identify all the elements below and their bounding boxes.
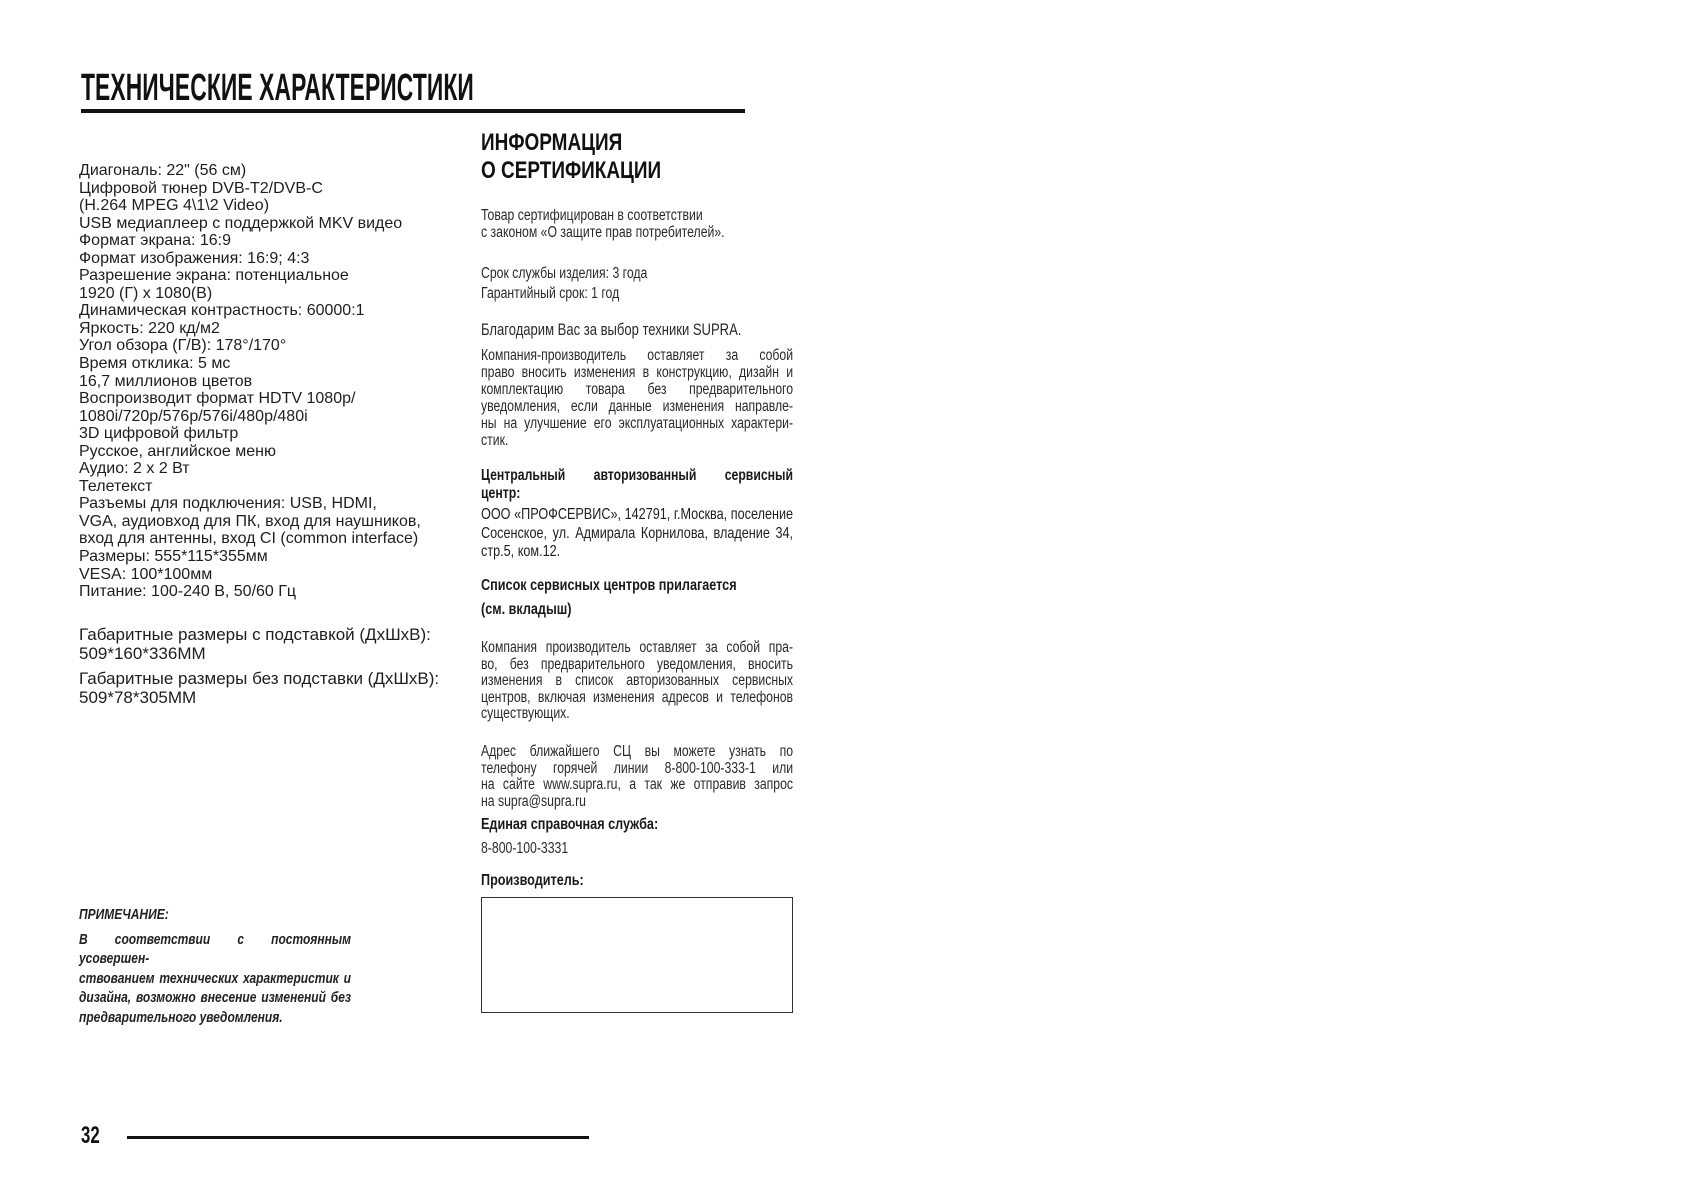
text-line: на сайте www.supra.ru, а так же отправив запрос: [481, 776, 794, 794]
text-line: 8-800-100-3331: [481, 840, 569, 857]
text-line: Центральный авторизованный сервисный: [481, 467, 794, 484]
spec-line: 1080i/720p/576p/576i/480p/480i: [79, 407, 308, 425]
spec-line: Разъемы для подключения: USB, HDMI,: [79, 495, 377, 513]
spec-line: Диагональ: 22" (56 см): [79, 162, 247, 179]
text-line: право вносить изменения в конструкцию, дизайн и: [481, 364, 794, 381]
spec-line: 16,7 миллионов цветов: [79, 372, 253, 390]
dimensions-with-stand: [79, 626, 431, 663]
text-line: Гарантийный срок: 1 год: [481, 284, 620, 302]
spec-line: Динамическая контрастность: 60000:1: [79, 302, 365, 320]
dimension-label: Габаритные размеры с подставкой (ДхШхВ):: [79, 625, 431, 644]
text-line: Адрес ближайшего СЦ вы можете узнать по: [481, 743, 794, 760]
spec-line: (H.264 MPEG 4\1\2 Video): [79, 197, 270, 215]
spec-line: Яркость: 220 кд/м2: [79, 319, 220, 337]
service-life: [481, 264, 793, 303]
text-line: Компания-производитель оставляет за собой: [481, 347, 794, 364]
spec-line: Телетекст: [79, 477, 153, 495]
spec-line: Аудио: 2 х 2 Вт: [79, 460, 190, 478]
note-body: [79, 930, 351, 1027]
note-line: В соответствии с постоянным усовершен-: [79, 931, 351, 968]
spec-line: Разрешение экрана: потенциальное: [79, 267, 349, 285]
text-line: (см. вкладыш): [481, 601, 572, 618]
text-line: с законом «О защите прав потребителей».: [481, 223, 725, 241]
text-line: стик.: [481, 432, 509, 449]
spec-line: Питание: 100-240 В, 50/60 Гц: [79, 583, 297, 601]
text-line: Список сервисных центров прилагается: [481, 577, 737, 594]
text-line: ны на улучшение его эксплуатационных характери-: [481, 415, 794, 432]
text-line: центр:: [481, 485, 521, 502]
heading-line: О СЕРТИФИКАЦИИ: [481, 157, 662, 184]
manufacturer-box: [481, 897, 793, 1013]
note-line: предварительного уведомления.: [79, 1008, 283, 1026]
text-line: Товар сертифицирован в соответствии: [481, 207, 703, 224]
spec-line: Угол обзора (Г/В): 178°/170°: [79, 337, 287, 355]
certification-heading: [481, 129, 793, 185]
spec-line: вход для антенны, вход CI (common interface): [79, 530, 419, 548]
law-compliance: [481, 208, 793, 241]
text-line: уведомления, если данные изменения направле-: [481, 398, 794, 415]
spec-line: 1920 (Г) х 1080(В): [79, 284, 213, 302]
text-line: изменения в список авторизованных сервисных: [481, 672, 794, 690]
text-line: во, без предварительного уведомления, вносить: [481, 655, 794, 673]
specs-list: [79, 162, 421, 601]
text-line: Компания производитель оставляет за собой пра-: [481, 639, 794, 656]
text-line: на supra@supra.ru: [481, 793, 586, 811]
spec-line: 3D цифровой фильтр: [79, 425, 239, 443]
spec-line: Цифровой тюнер DVB-T2/DVB-C: [79, 179, 323, 197]
helpline-phone: [481, 839, 793, 859]
dimension-value: 509*160*336ММ: [79, 643, 206, 663]
helpline-label: [481, 815, 793, 835]
text-line: Срок службы изделия: 3 года: [481, 265, 648, 282]
spec-line: VGA, аудиовход для ПК, вход для наушников,: [79, 512, 421, 530]
text-line: Единая справочная служба:: [481, 816, 659, 833]
text-line: комплектацию товара без предварительного: [481, 381, 794, 398]
list-notice: [481, 640, 793, 723]
spec-line: VESA: 100*100мм: [79, 565, 213, 583]
text-line: Производитель:: [481, 872, 584, 889]
company-notice: [481, 347, 793, 449]
service-center-heading: [481, 467, 793, 503]
spec-line: Размеры: 555*115*355мм: [79, 548, 268, 566]
spec-line: Формат экрана: 16:9: [79, 232, 232, 250]
text-line: существующих.: [481, 705, 570, 723]
dimension-value: 509*78*305ММ: [79, 687, 197, 707]
note-line: ствованием технических характеристик и: [79, 969, 351, 987]
text-line: центров, включая изменения адресов и телефонов: [481, 688, 794, 706]
text-line: Благодарим Вас за выбор техники SUPRA.: [481, 321, 742, 339]
service-list-note: [481, 574, 793, 622]
note-line: дизайна, возможно внесение изменений без: [79, 989, 351, 1007]
dimension-label: Габаритные размеры без подставки (ДхШхВ):: [79, 669, 440, 688]
dimensions-without-stand: [79, 670, 439, 707]
title-rule: [81, 109, 745, 113]
spec-line: Время отклика: 5 мс: [79, 355, 231, 373]
spec-line: Воспроизводит формат HDTV 1080p/: [79, 390, 356, 408]
note-heading: ПРИМЕЧАНИЕ:: [79, 906, 169, 923]
spec-line: Русское, английское меню: [79, 442, 276, 460]
footer-rule: [127, 1136, 589, 1139]
address-notice: [481, 744, 793, 811]
text-line: ООО «ПРОФСЕРВИС», 142791, г.Москва, поселение: [481, 506, 794, 523]
spec-line: USB медиаплеер с поддержкой MKV видео: [79, 214, 403, 232]
text-line: телефону горячей линии 8-800-100-333-1 или: [481, 759, 794, 777]
heading-line: ИНФОРМАЦИЯ: [481, 129, 623, 156]
manufacturer-label: [481, 871, 793, 891]
page-title: ТЕХНИЧЕСКИЕ ХАРАКТЕРИСТИКИ: [81, 67, 474, 109]
text-line: стр.5, ком.12.: [481, 543, 561, 560]
page-number: 32: [81, 1122, 100, 1149]
spec-line: Формат изображения: 16:9; 4:3: [79, 249, 310, 267]
text-line: Сосенское, ул. Адмирала Корнилова, владение 34,: [481, 524, 794, 542]
thanks-text: [481, 320, 793, 340]
service-center-address: [481, 506, 793, 562]
